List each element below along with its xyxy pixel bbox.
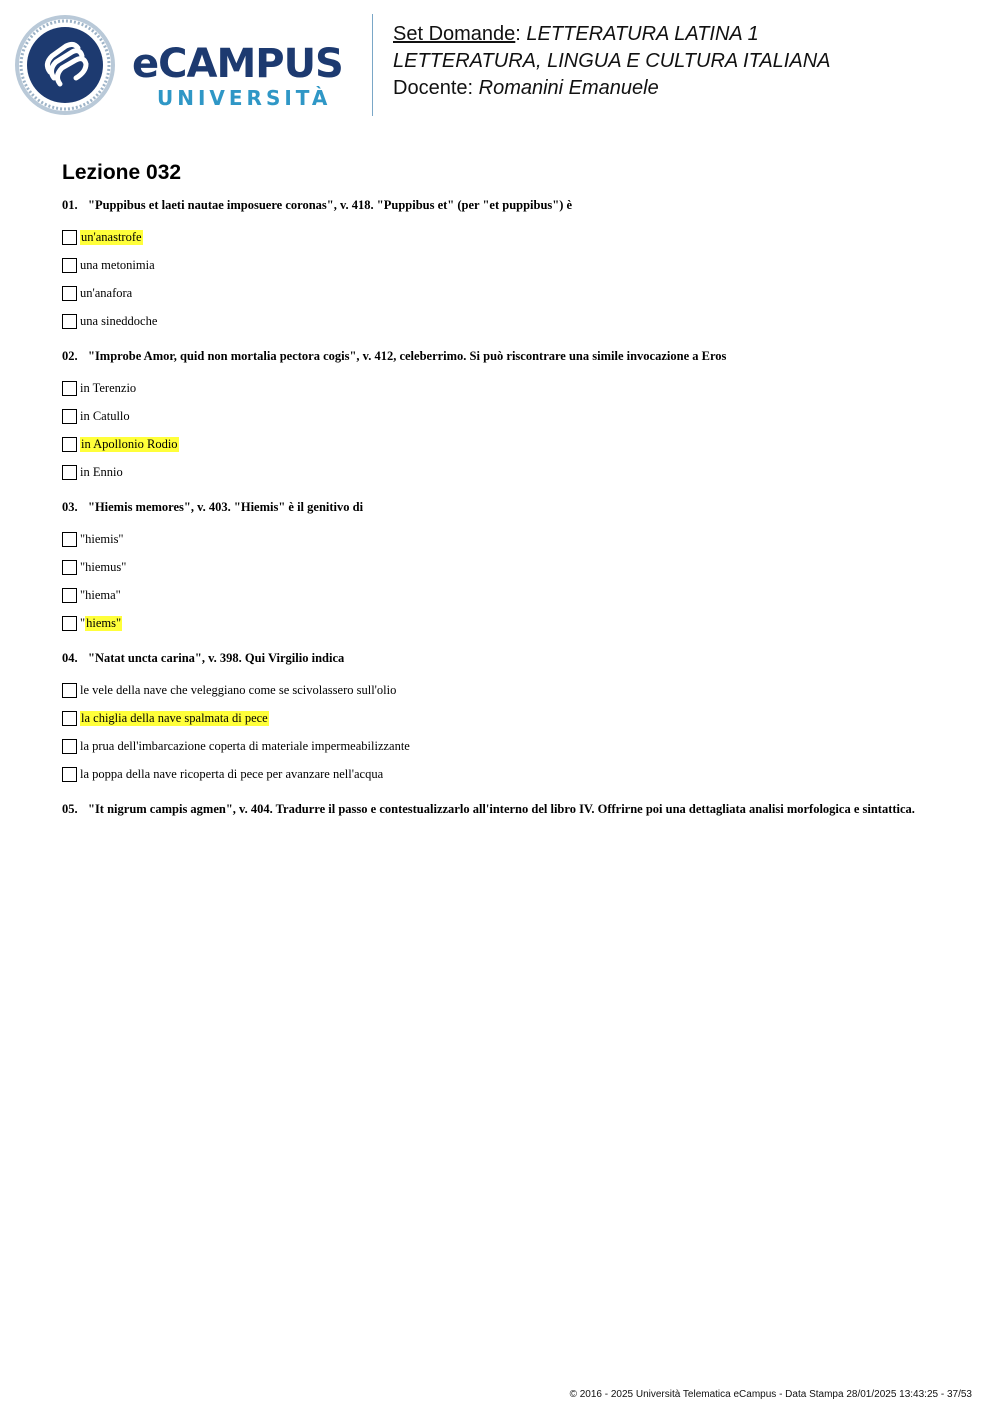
question-text: "It nigrum campis agmen", v. 404. Tradurre il passo e contestualizzarlo all'interno del libro IV. Offrirne poi una dettagliata analisi morfologica e sintattica. bbox=[88, 802, 915, 816]
question-text: "Hiemis memores", v. 403. "Hiemis" è il genitivo di bbox=[88, 500, 364, 514]
checkbox[interactable] bbox=[62, 314, 77, 329]
checkbox[interactable] bbox=[62, 616, 77, 631]
answer-option[interactable] bbox=[62, 223, 962, 251]
brand-subtitle: UNIVERSITÀ bbox=[157, 86, 332, 110]
option-text: la prua dell'imbarcazione coperta di materiale impermeabilizzante bbox=[80, 738, 410, 753]
checkbox[interactable] bbox=[62, 381, 77, 396]
question-block bbox=[62, 348, 962, 486]
course-name: LETTERATURA, LINGUA E CULTURA ITALIANA bbox=[393, 50, 831, 72]
checkbox[interactable] bbox=[62, 409, 77, 424]
option-text: "hiemus" bbox=[80, 559, 127, 574]
header-divider bbox=[372, 14, 373, 116]
course-info bbox=[393, 21, 830, 102]
checkbox[interactable] bbox=[62, 532, 77, 547]
option-text: in Catullo bbox=[80, 408, 130, 423]
checkbox[interactable] bbox=[62, 286, 77, 301]
answer-option[interactable] bbox=[62, 458, 962, 486]
answer-option[interactable] bbox=[62, 704, 962, 732]
option-text-highlighted: in Apollonio Rodio bbox=[81, 436, 178, 451]
question bbox=[62, 801, 962, 817]
question-number: 01. bbox=[62, 198, 78, 212]
option-text: un'anafora bbox=[80, 285, 133, 300]
set-line: Set Domande: LETTERATURA LATINA 1 bbox=[393, 23, 759, 45]
checkbox[interactable] bbox=[62, 739, 77, 754]
set-value: LETTERATURA LATINA 1 bbox=[526, 23, 759, 45]
ecampus-seal-logo-icon bbox=[14, 14, 116, 116]
option-text-highlighted: la chiglia della nave spalmata di pece bbox=[81, 710, 268, 725]
option-text: "hiema" bbox=[80, 587, 121, 602]
option-text-highlighted: hiems" bbox=[86, 615, 122, 630]
question-text: "Puppibus et laeti nautae imposuere coronas", v. 418. "Puppibus et" (per "et puppibus") è bbox=[88, 198, 573, 212]
answer-option[interactable] bbox=[62, 279, 962, 307]
option-text: la poppa della nave ricoperta di pece per avanzare nell'acqua bbox=[80, 766, 384, 781]
checkbox[interactable] bbox=[62, 767, 77, 782]
answer-option[interactable] bbox=[62, 251, 962, 279]
answer-option[interactable] bbox=[62, 402, 962, 430]
lesson-title: Lezione 032 bbox=[62, 161, 182, 184]
question-block bbox=[62, 650, 962, 788]
course-line bbox=[393, 48, 830, 75]
question-number: 04. bbox=[62, 651, 78, 665]
teacher-line bbox=[393, 75, 830, 102]
question-block bbox=[62, 197, 962, 335]
option-text: "hiemis" bbox=[80, 531, 124, 546]
option-text: una sineddoche bbox=[80, 313, 158, 328]
option-text-highlighted: un'anastrofe bbox=[81, 229, 142, 244]
option-text: in Ennio bbox=[80, 464, 123, 479]
checkbox[interactable] bbox=[62, 230, 77, 245]
option-text: in Terenzio bbox=[80, 380, 137, 395]
ecampus-wordmark bbox=[132, 40, 358, 116]
answer-option[interactable] bbox=[62, 609, 962, 637]
answer-option[interactable] bbox=[62, 307, 962, 335]
question-block bbox=[62, 801, 962, 817]
checkbox[interactable] bbox=[62, 711, 77, 726]
teacher-name: Romanini Emanuele bbox=[478, 77, 659, 99]
checkbox[interactable] bbox=[62, 258, 77, 273]
checkbox[interactable] bbox=[62, 588, 77, 603]
question bbox=[62, 348, 962, 364]
option-prefix: " bbox=[80, 615, 86, 630]
question bbox=[62, 650, 962, 666]
teacher-label: Docente: bbox=[393, 77, 474, 99]
answer-option[interactable] bbox=[62, 525, 962, 553]
answer-option[interactable] bbox=[62, 760, 962, 788]
page-footer: © 2016 - 2025 Università Telematica eCampus - Data Stampa 28/01/2025 13:43:25 - 37/53 bbox=[569, 1389, 972, 1400]
page-header bbox=[0, 0, 1000, 130]
question-list bbox=[62, 197, 962, 830]
checkbox[interactable] bbox=[62, 465, 77, 480]
answer-option[interactable] bbox=[62, 676, 962, 704]
option-text: le vele della nave che veleggiano come se scivolassero sull'olio bbox=[80, 682, 397, 697]
set-label: Set Domande bbox=[393, 23, 516, 45]
answer-option[interactable] bbox=[62, 732, 962, 760]
question-number: 05. bbox=[62, 802, 78, 816]
checkbox[interactable] bbox=[62, 683, 77, 698]
question bbox=[62, 499, 962, 515]
answer-option[interactable] bbox=[62, 553, 962, 581]
question bbox=[62, 197, 962, 213]
question-block bbox=[62, 499, 962, 637]
answer-option[interactable] bbox=[62, 430, 962, 458]
question-number: 03. bbox=[62, 500, 78, 514]
answer-option[interactable] bbox=[62, 581, 962, 609]
question-text: "Improbe Amor, quid non mortalia pectora cogis", v. 412, celeberrimo. Si può riscontrare una simile invocazione a Eros bbox=[88, 349, 727, 363]
option-text: una metonimia bbox=[80, 257, 155, 272]
checkbox[interactable] bbox=[62, 437, 77, 452]
question-number: 02. bbox=[62, 349, 78, 363]
checkbox[interactable] bbox=[62, 560, 77, 575]
answer-option[interactable] bbox=[62, 374, 962, 402]
brand-name: eCAMPUS bbox=[132, 41, 343, 87]
question-text: "Natat uncta carina", v. 398. Qui Virgilio indica bbox=[88, 651, 345, 665]
